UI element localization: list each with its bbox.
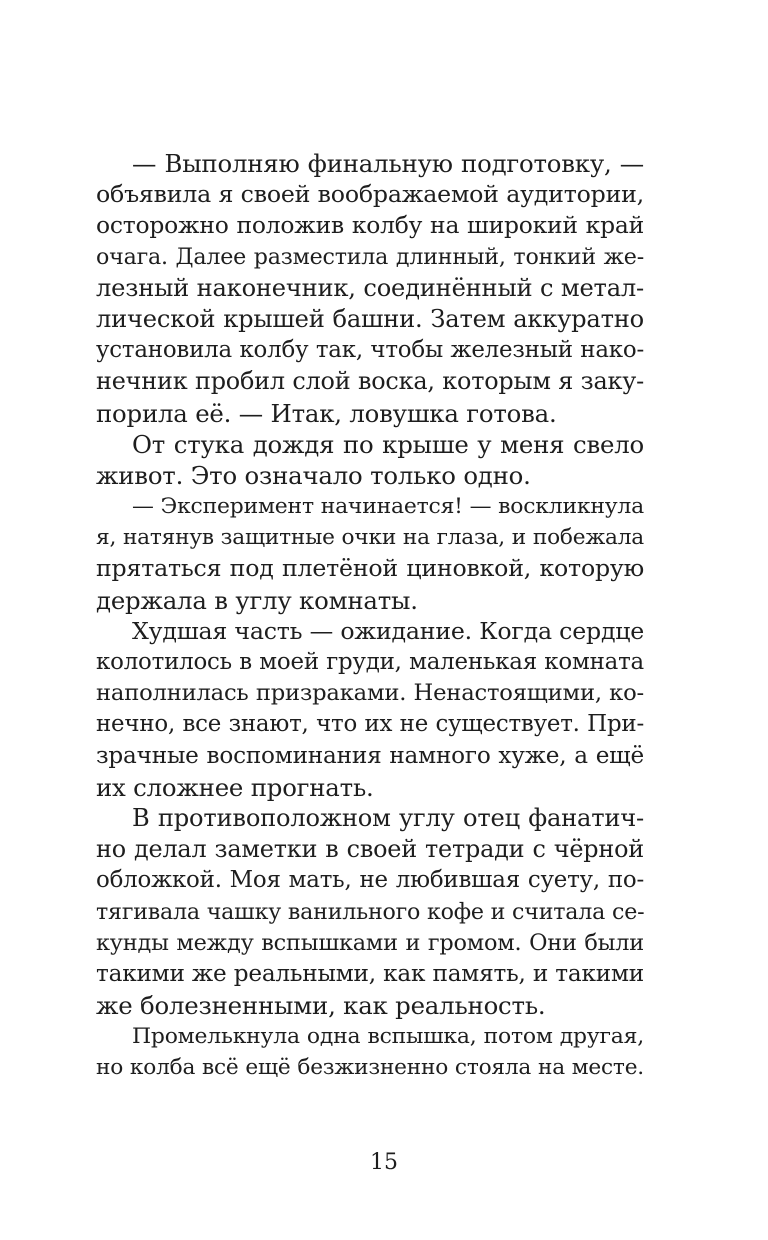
text-line: объявила я своей воображаемой аудитории,	[96, 180, 644, 209]
text-line: я, натянув защитные очки на глаза, и побежала	[96, 525, 644, 551]
text-line: — Эксперимент начинается! — воскликнула	[132, 494, 644, 520]
paragraph	[96, 616, 644, 803]
text-line: живот. Это означало только одно.	[96, 460, 531, 490]
text-line: Худшая часть — ожидание. Когда сердце	[132, 616, 644, 645]
text-line: прятаться под плетёной циновкой, которую	[96, 554, 644, 583]
text-line: В противоположном углу отец фанатич-	[132, 803, 644, 832]
text-line: держала в углу комнаты.	[96, 585, 418, 615]
text-line: зрачные воспоминания намного хуже, а ещё	[96, 742, 644, 769]
page-number: 15	[370, 1150, 398, 1175]
text-line: нечно, все знают, что их не существует. При-	[96, 711, 644, 738]
text-line: порила её. — Итак, ловушка готова.	[96, 398, 557, 428]
paragraph	[96, 1021, 644, 1083]
text-line: же болезненными, как реальность.	[96, 991, 546, 1021]
text-line: лезный наконечник, соединённый с метал-	[96, 273, 644, 302]
text-line: такими же реальными, как память, и такими	[96, 960, 644, 987]
text-line: наполнилась призраками. Ненастоящими, ко-	[96, 680, 644, 707]
text-line: их сложнее прогнать.	[96, 772, 374, 802]
paragraph	[96, 491, 644, 616]
body-text	[96, 148, 644, 1084]
text-line: обложкой. Моя мать, не любившая суету, по-	[96, 867, 644, 894]
text-line: лической крышей башни. Затем аккуратно	[96, 304, 644, 333]
text-line: тягивала чашку ванильного кофе и считала се-	[96, 898, 644, 925]
text-line: нечник пробил слой воска, которым я заку-	[96, 367, 644, 396]
text-line: колотилось в моей груди, маленькая комната	[96, 649, 644, 675]
text-line: — Выполняю финальную подготовку, —	[132, 149, 644, 178]
text-line: кунды между вспышками и громом. Они были	[96, 929, 644, 956]
text-line: очага. Далее разместила длинный, тонкий же-	[96, 243, 644, 270]
paragraph	[96, 803, 644, 1021]
paragraph	[96, 148, 644, 429]
text-line: От стука дождя по крыше у меня свело	[132, 429, 644, 459]
text-line: осторожно положив колбу на широкий край	[96, 211, 644, 240]
text-line: но делал заметки в своей тетради с чёрной	[96, 835, 644, 864]
text-line: Промелькнула одна вспышка, потом другая,	[132, 1024, 644, 1050]
text-line: но колба всё ещё безжизненно стояла на месте.	[96, 1055, 644, 1081]
paragraph	[96, 429, 644, 491]
text-line: установила колбу так, чтобы железный нако-	[96, 337, 644, 364]
